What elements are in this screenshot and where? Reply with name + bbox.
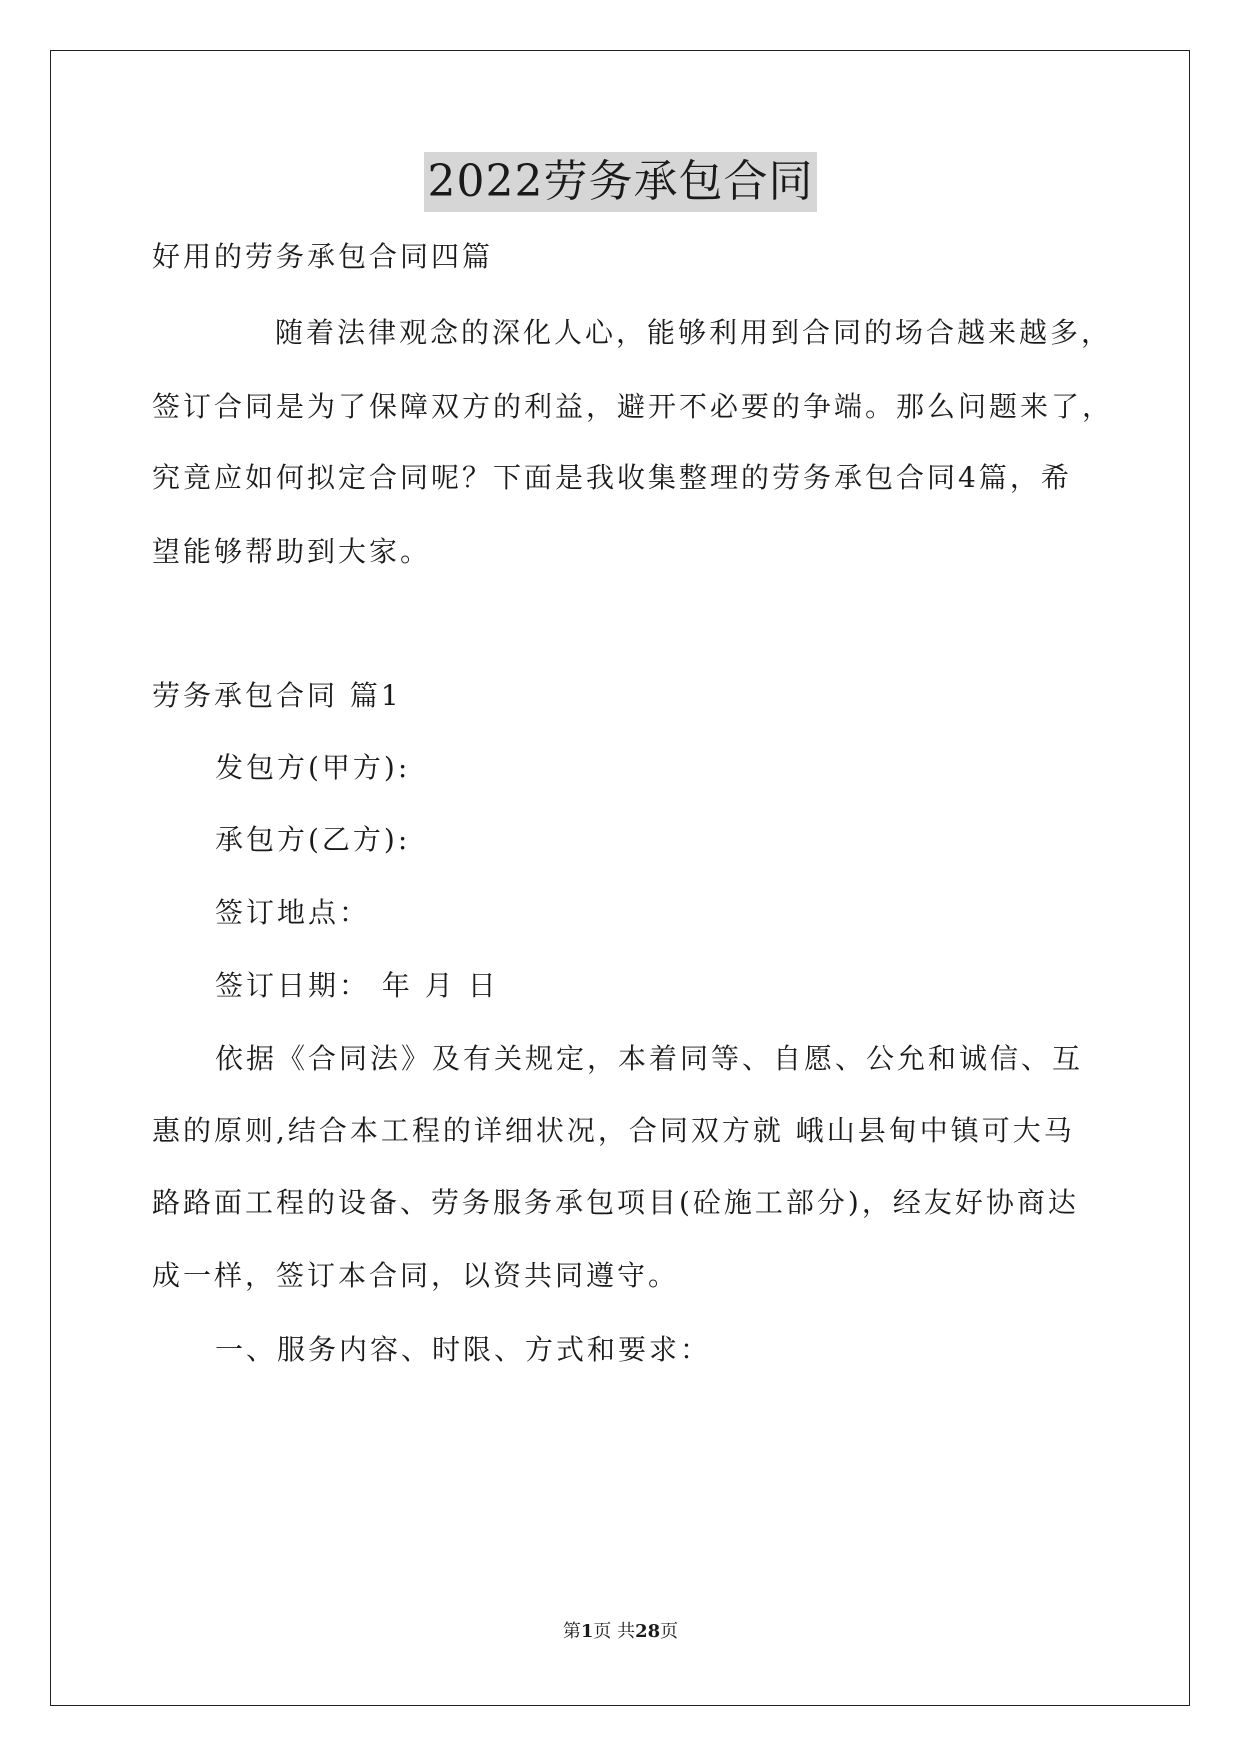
body-line-2: 惠的原则,结合本工程的详细状况，合同双方就 峨山县甸中镇可大马 [152,1114,1075,1147]
document-title: 2022劳务承包合同 [424,152,818,212]
footer-mid: 页 共 [593,1621,636,1642]
intro-line-4: 望能够帮助到大家。 [152,535,432,568]
intro-line-1: 随着法律观念的深化人心，能够利用到合同的场合越来越多， [275,316,1113,349]
field-party-b: 承包方(乙方): [215,823,411,856]
body-line-3: 路路面工程的设备、劳务服务承包项目(砼施工部分)，经友好协商达 [152,1186,1079,1219]
field-date: 签订日期： 年 月 日 [215,969,499,1002]
page-border [50,50,1190,1706]
title-container [0,152,1241,212]
section-heading: 劳务承包合同 篇1 [152,679,402,712]
intro-line-3: 究竟应如何拟定合同呢？下面是我收集整理的劳务承包合同4篇，希 [152,461,1072,494]
footer-prefix: 第 [562,1621,581,1642]
field-party-a: 发包方(甲方): [215,751,411,784]
body-line-1: 依据《合同法》及有关规定，本着同等、自愿、公允和诚信、互 [215,1042,1084,1075]
document-subtitle: 好用的劳务承包合同四篇 [152,240,494,273]
body-line-4: 成一样，签订本合同，以资共同遵守。 [152,1259,680,1292]
footer-total-pages: 28 [635,1621,661,1642]
clause-1-heading: 一、服务内容、时限、方式和要求： [215,1333,712,1366]
page-footer [0,1620,1241,1644]
intro-line-2: 签订合同是为了保障双方的利益，避开不必要的争端。那么问题来了， [152,390,1114,423]
footer-page-number: 1 [580,1621,594,1642]
footer-suffix: 页 [660,1621,679,1642]
field-place: 签订地点： [215,896,371,929]
